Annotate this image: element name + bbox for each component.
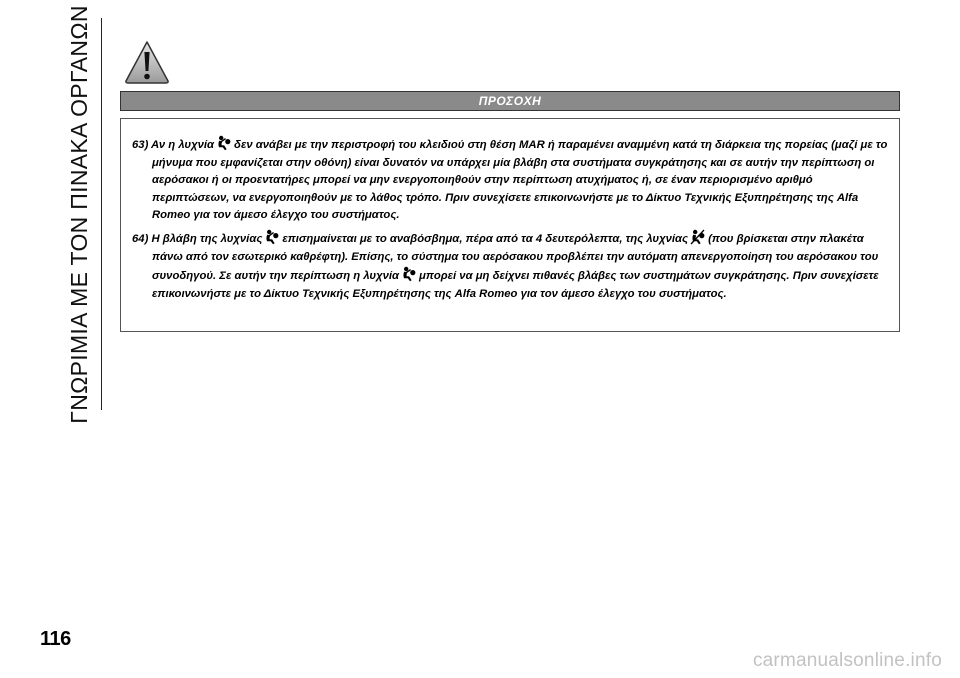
warning-triangle-icon (124, 40, 170, 84)
section-title-text: ΓΝΩΡΙΜΙΑ ΜΕ ΤΟΝ ΠΙΝΑΚΑ ΟΡΓΑΝΩΝ (65, 4, 92, 424)
note-text: 64) Η βλάβη της λυχνίας (132, 232, 263, 245)
airbag-warning-lamp-icon (264, 229, 279, 245)
page-number: 116 (40, 628, 71, 650)
warning-header (120, 91, 900, 111)
warning-header-label: ΠΡΟΣΟΧΗ (478, 94, 542, 108)
note-text: δεν ανάβει με την περιστροφή του κλειδιού στη θέση MAR ή παραμένει αναμμένη κατά τη διάρκεια της πορείας (μαζί με το μήνυμα που εμφανίζεται στην οθόνη) είναι δυνατόν να υπάρχει μία βλάβη στα συστήματα συγκράτησης και σε αυτήν την περίπτωση οι αερόσακοι ή οι προεντατήρες μπορεί να μην ενεργοποιηθούν στην περίπτωση ατυχήματος ή, σε έναν περιορισμένο αριθμό περιπτώσεων, να ενεργοποιηθούν με το λάθος τρόπο. Πριν συνεχίσετε επικοινωνήστε με το Δίκτυο Τεχνικής Εξυπηρέτησης της Alfa Romeo για τον άμεσο έλεγχο του συστήματος. (152, 139, 888, 222)
section-divider (101, 18, 102, 410)
warning-note-64 (132, 229, 889, 303)
airbag-warning-lamp-icon (401, 266, 416, 282)
airbag-off-lamp-icon (690, 229, 705, 245)
warning-box (120, 118, 900, 332)
section-title-vertical (62, 4, 96, 424)
note-text: επισημαίνεται με το αναβόσβημα, πέρα από τα 4 δευτερόλεπτα, της λυχνίας (282, 232, 689, 245)
warning-note-63 (132, 135, 889, 225)
airbag-warning-lamp-icon (216, 135, 231, 151)
note-text: μπορεί να μη δείχνει πιθανές βλάβες των συστημάτων συγκράτησης. Πριν συνεχίσετε επικοινωνήστε με το Δίκτυο Τεχνικής Εξυπηρέτησης της Alfa Romeo για τον άμεσο έλεγχο του συστήματος. (152, 270, 879, 300)
note-text: (που βρίσκεται στην πλακέτα πάνω από τον εσωτερικό καθρέφτη). Επίσης, το σύστημα του αερόσακου προβλέπει την αυτόματη απενεργοποίηση του αερόσακου του συνοδηγού. Σε αυτήν την περίπτωση η λυχνία (152, 232, 879, 283)
watermark: carmanualsonline.info (752, 650, 942, 671)
note-text: 63) Αν η λυχνία (132, 139, 215, 151)
